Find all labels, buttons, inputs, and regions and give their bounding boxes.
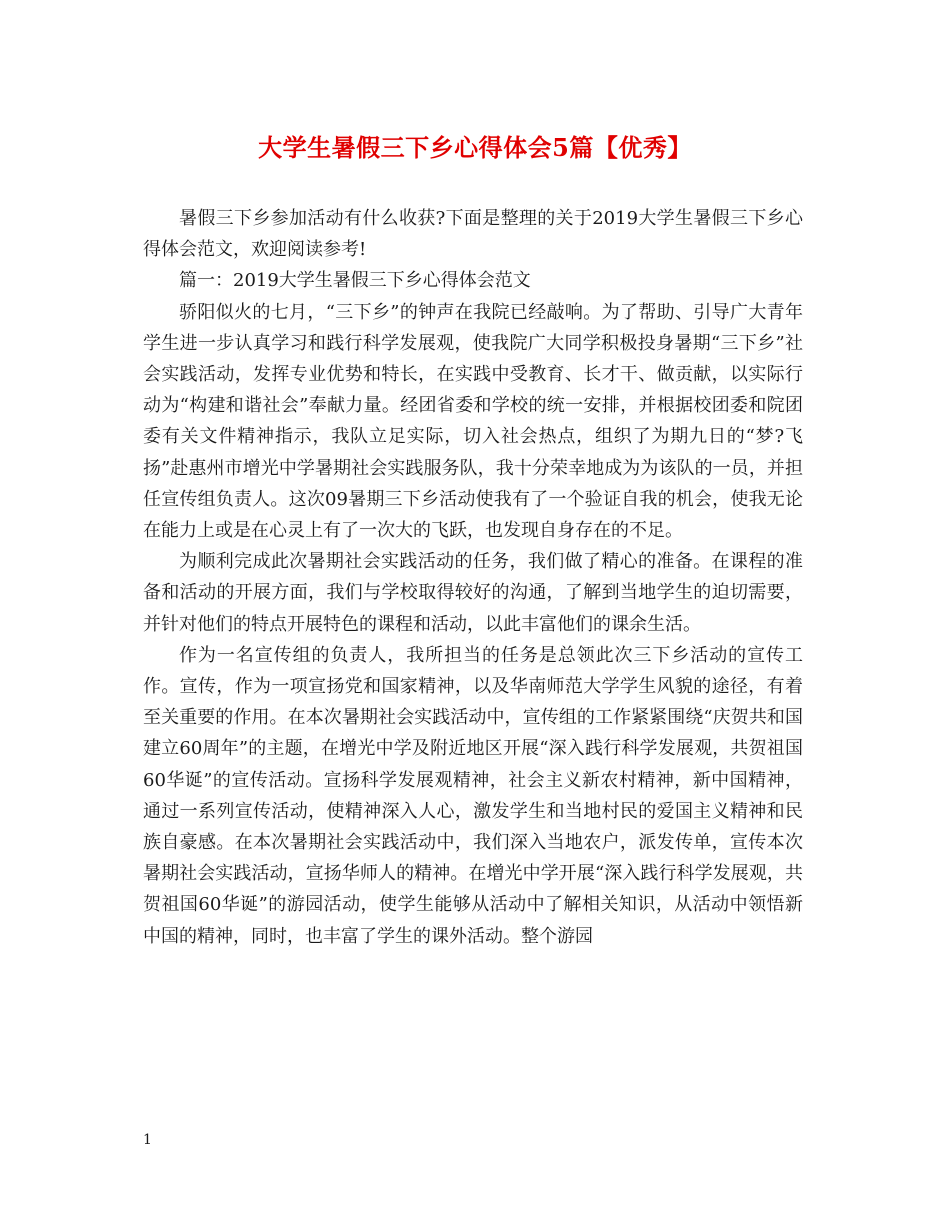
document-body <box>143 203 803 952</box>
paragraph-body-1: 骄阳似火的七月，“三下乡”的钟声在我院已经敲响。为了帮助、引导广大青年学生进一步认真学习和践行科学发展观，使我院广大同学积极投身暑期“三下乡”社会实践活动，发挥专业优势和特长，在实践中受教育、长才干、做贡献，以实际行动为“构建和谐社会”奉献力量。经团省委和学校的统一安排，并根据校团委和院团委有关文件精神指示，我队立足实际，切入社会热点，组织了为期九日的“梦?飞扬”赴惠州市增光中学暑期社会实践服务队，我十分荣幸地成为为该队的一员，并担任宣传组负责人。这次09暑期三下乡活动使我有了一个验证自我的机会，使我无论在能力上或是在心灵上有了一次大的飞跃，也发现自身存在的不足。 <box>143 301 803 542</box>
paragraph-intro: 暑假三下乡参加活动有什么收获?下面是整理的关于2019大学生暑假三下乡心得体会范文，欢迎阅读参考! <box>143 208 803 261</box>
page-number: 1 <box>143 1132 152 1148</box>
paragraph-body-3: 作为一名宣传组的负责人，我所担当的任务是总领此次三下乡活动的宣传工作。宣传，作为一项宣扬党和国家精神，以及华南师范大学学生风貌的途径，有着至关重要的作用。在本次暑期社会实践活动中，宣传组的工作紧紧围绕“庆贺共和国建立60周年”的主题，在增光中学及附近地区开展“深入践行科学发展观，共贺祖国60华诞”的宣传活动。宣扬科学发展观精神，社会主义新农村精神，新中国精神，通过一系列宣传活动，使精神深入人心，激发学生和当地村民的爱国主义精神和民族自豪感。在本次暑期社会实践活动中，我们深入当地农户，派发传单，宣传本次暑期社会实践活动，宣扬华师人的精神。在增光中学开展“深入践行科学发展观，共贺祖国60华诞”的游园活动，使学生能够从活动中了解相关知识，从活动中领悟新中国的精神，同时，也丰富了学生的课外活动。整个游园 <box>143 644 803 947</box>
paragraph-section-heading: 篇一：2019大学生暑假三下乡心得体会范文 <box>179 270 531 292</box>
paragraph-body-2: 为顺利完成此次暑期社会实践活动的任务，我们做了精心的准备。在课程的准备和活动的开展方面，我们与学校取得较好的沟通，了解到当地学生的迫切需要，并针对他们的特点开展特色的课程和活动，以此丰富他们的课余生活。 <box>143 551 803 635</box>
document-title: 大学生暑假三下乡心得体会5篇【优秀】 <box>258 133 692 162</box>
